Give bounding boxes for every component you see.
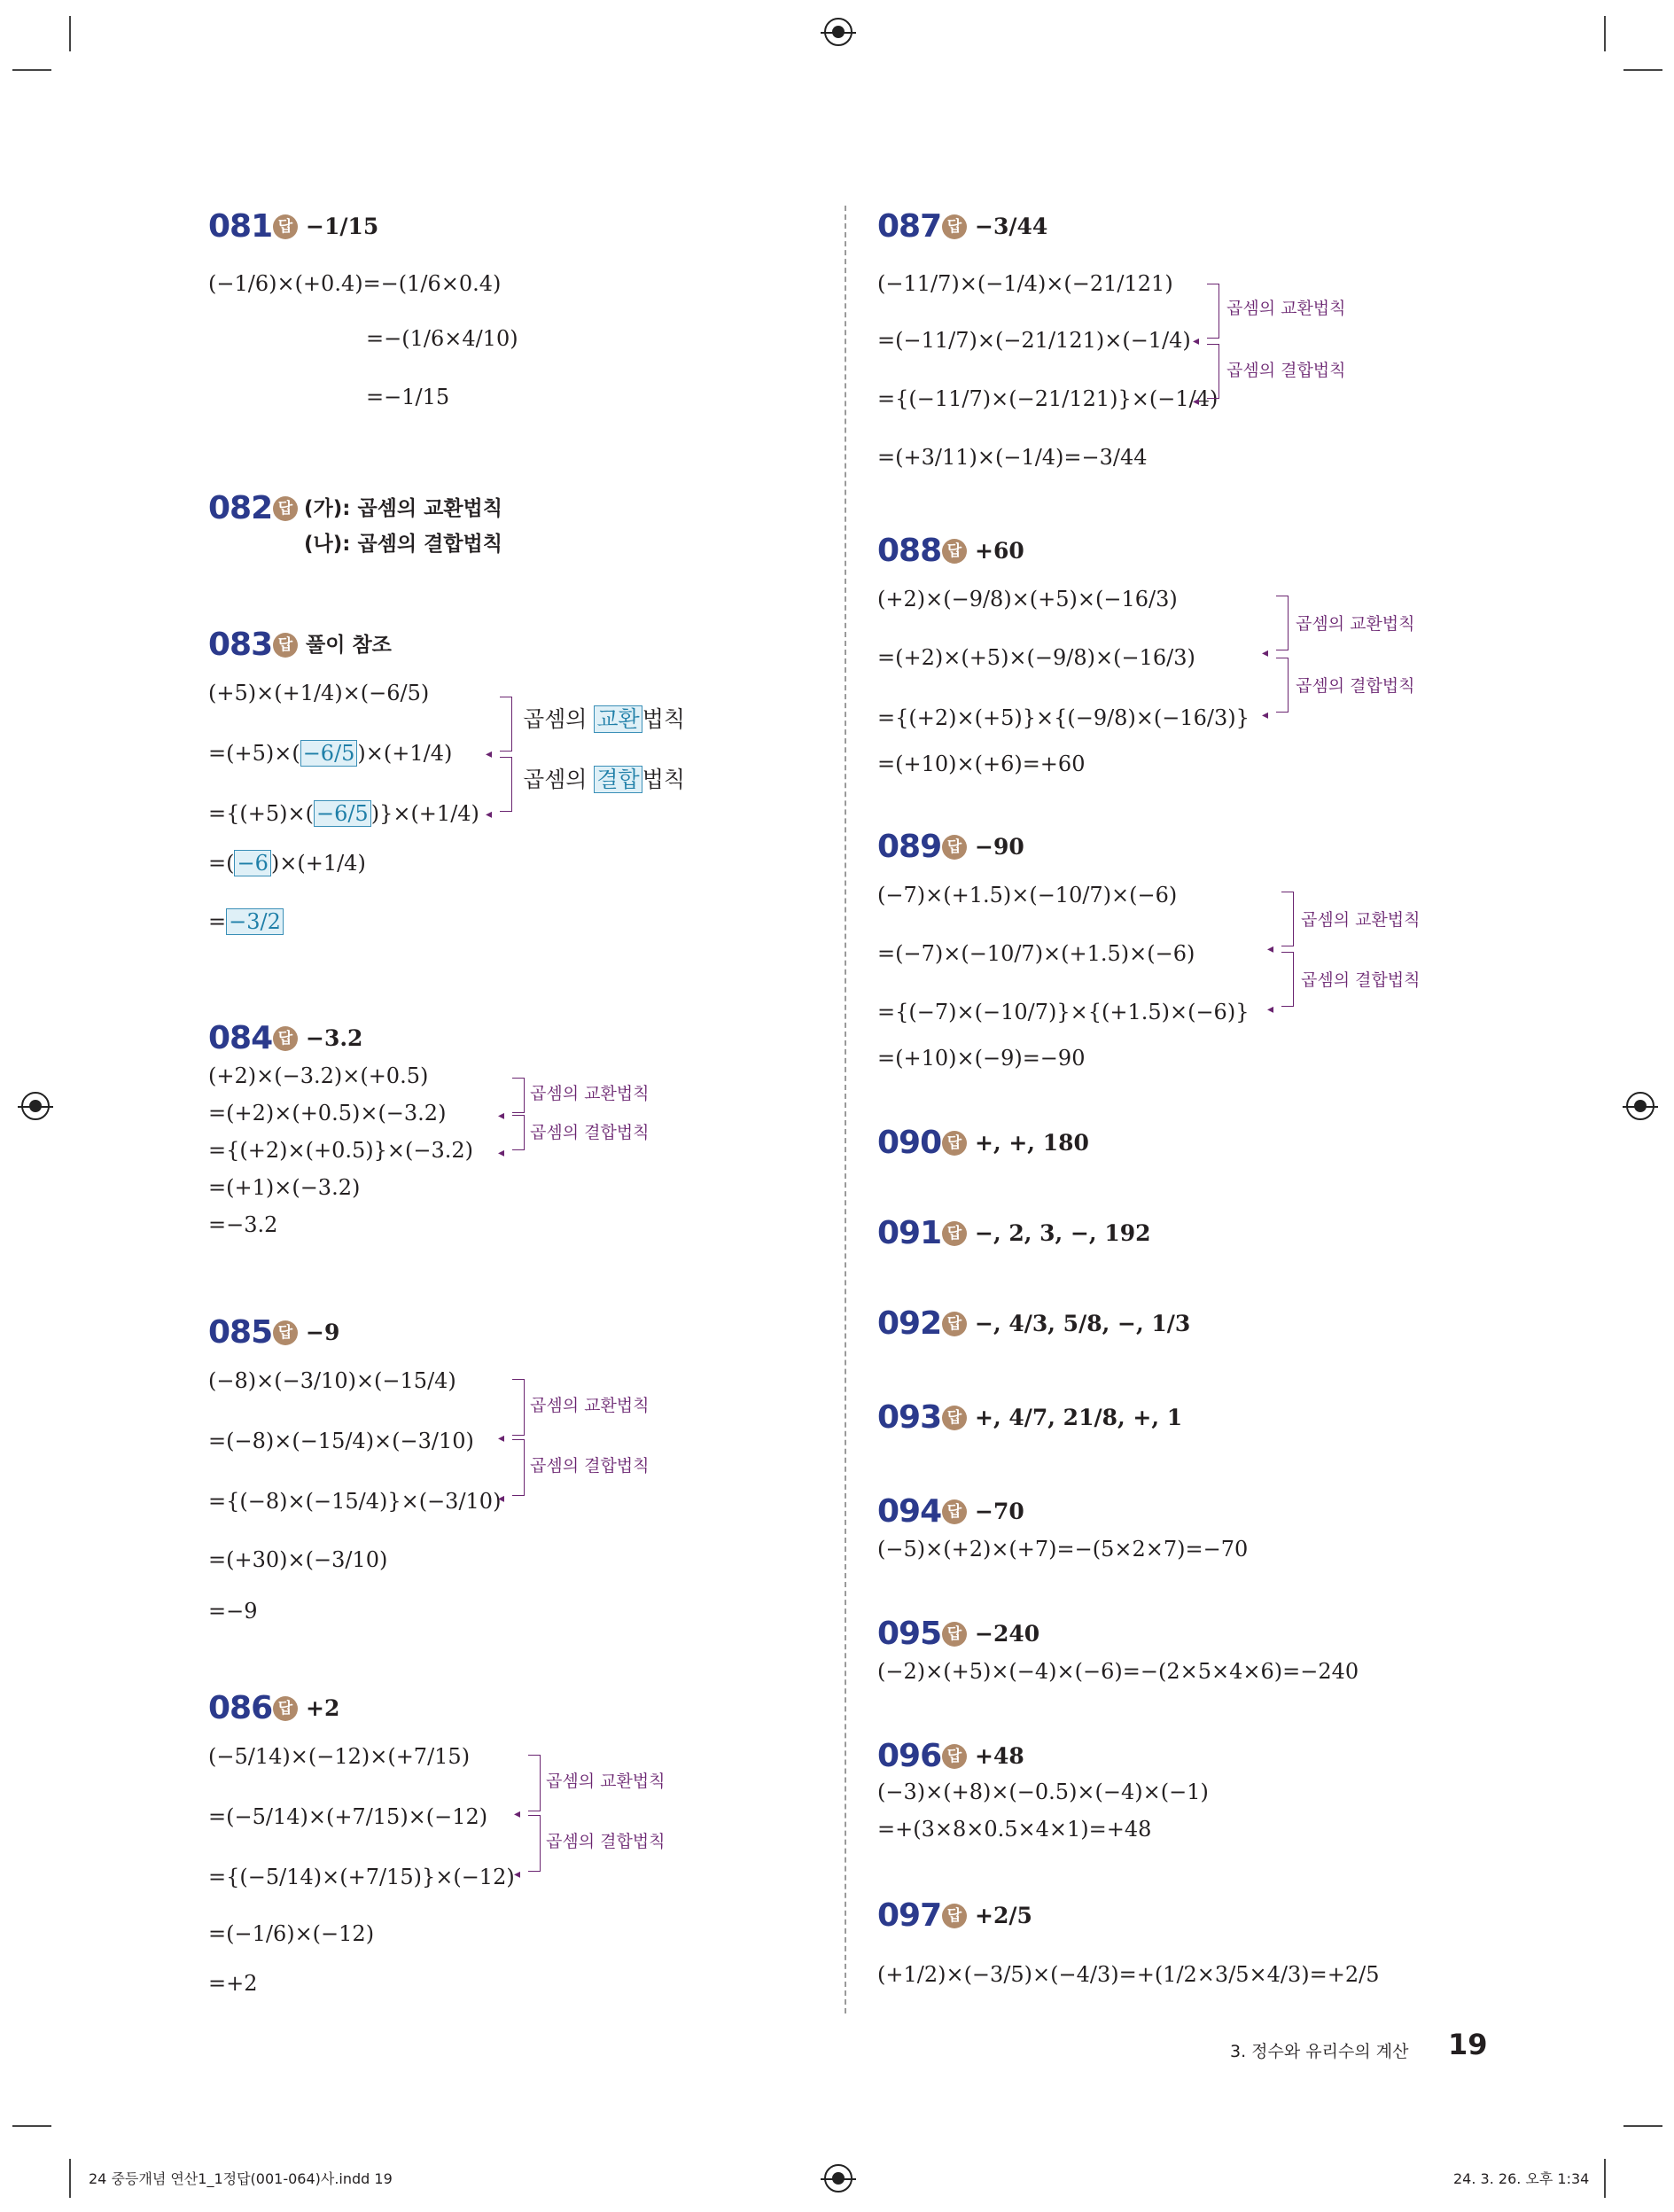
solution-line: ={(−5/14)×(+7/15)}×(−12): [208, 1865, 515, 1889]
solution-line: =(+30)×(−3/10): [208, 1547, 388, 1572]
solution-line: ={(−7)×(−10/7)}×{(+1.5)×(−6)}: [877, 1000, 1250, 1024]
solution-line: ={(+2)×(+0.5)}×(−3.2): [208, 1138, 473, 1163]
problem-number: 082: [208, 490, 273, 526]
solution-line: ={(+5)×( −6/5 )}×(+1/4): [208, 801, 479, 826]
solution-line: (−11/7)×(−1/4)×(−21/121): [877, 271, 1173, 296]
solution-line: =(−1/6)×(−12): [208, 1921, 375, 1946]
problem-number: 084: [208, 1020, 273, 1056]
solution-line: =(+5)×( −6/5 )×(+1/4): [208, 741, 453, 766]
answer-badge: 답: [942, 1312, 967, 1336]
annotation: 곱셈의 결합법칙: [530, 1456, 650, 1476]
solution-line: =(−8)×(−15/4)×(−3/10): [208, 1429, 474, 1453]
solution-line: =(+2)×(+5)×(−9/8)×(−16/3): [877, 645, 1195, 670]
solution-line: (+5)×(+1/4)×(−6/5): [208, 681, 430, 705]
registration-mark-icon: [21, 1092, 50, 1120]
crop-mark: [1623, 2125, 1662, 2127]
crop-mark: [12, 69, 51, 71]
problem-number: 097: [877, 1897, 942, 1934]
answer-badge: 답: [273, 633, 298, 658]
bracket: [1207, 284, 1219, 339]
bracket: [512, 1439, 525, 1496]
answer-badge: 답: [942, 539, 967, 564]
answer: +60: [975, 538, 1024, 564]
annotation: 곱셈의 교환법칙: [530, 1396, 650, 1415]
answer: −3.2: [306, 1025, 363, 1051]
solution-line: (−1/6)×(+0.4)=−(1/6×0.4): [208, 271, 502, 296]
answer-badge: 답: [942, 835, 967, 860]
print-file-info: 24 중등개념 연산1_1정답(001-064)사.indd 19: [89, 2170, 393, 2187]
bracket: [1281, 892, 1294, 946]
crop-mark: [12, 2125, 51, 2127]
crop-mark: [1604, 2159, 1606, 2198]
bracket: [528, 1755, 541, 1811]
problem-number: 094: [877, 1493, 942, 1530]
bracket: [512, 1115, 525, 1150]
registration-mark-icon: [824, 18, 853, 46]
solution-line: =(+10)×(−9)=−90: [877, 1046, 1086, 1071]
answer-badge: 답: [942, 1221, 967, 1246]
solution-line: (−8)×(−3/10)×(−15/4): [208, 1368, 456, 1393]
problem-number: 083: [208, 627, 273, 663]
bracket: [500, 757, 512, 812]
problem-number: 086: [208, 1690, 273, 1726]
solution-line: =+(3×8×0.5×4×1)=+48: [877, 1817, 1152, 1842]
solution-line: =(−11/7)×(−21/121)×(−1/4): [877, 328, 1191, 353]
solution-line: ={(+2)×(+5)}×{(−9/8)×(−16/3)}: [877, 705, 1250, 730]
answer-badge: 답: [273, 1696, 298, 1721]
blank-fill: −3/2: [226, 908, 284, 935]
solution-line: (+1/2)×(−3/5)×(−4/3)=+(1/2×3/5×4/3)=+2/5: [877, 1962, 1380, 1987]
answer-line: (가): 곱셈의 교환법칙: [304, 497, 502, 520]
answer: −70: [975, 1499, 1024, 1524]
annotation: 곱셈의 교환법칙: [1301, 910, 1421, 930]
answer-badge: 답: [273, 214, 298, 239]
answer-line: (나): 곱셈의 결합법칙: [304, 533, 502, 556]
annotation: 곱셈의 교환법칙: [1226, 299, 1346, 318]
answer-badge: 답: [942, 1406, 967, 1430]
section-title: 3. 정수와 유리수의 계산: [1230, 2042, 1409, 2061]
solution-line: ={(−11/7)×(−21/121)}×(−1/4): [877, 386, 1219, 411]
answer: −1/15: [306, 214, 379, 239]
answer: −240: [975, 1621, 1040, 1647]
answer-badge: 답: [942, 1131, 967, 1156]
solution-line: =−9: [208, 1599, 258, 1624]
answer: −3/44: [975, 214, 1048, 239]
solution-line: =+2: [208, 1971, 258, 1996]
registration-mark-icon: [824, 2164, 853, 2193]
crop-mark: [1604, 16, 1606, 51]
answer: +2/5: [975, 1903, 1032, 1928]
annotation: 곱셈의 결합법칙: [1226, 361, 1346, 380]
solution-line: =(+3/11)×(−1/4)=−3/44: [877, 445, 1148, 470]
blank-fill: −6: [234, 850, 270, 876]
answer-badge: 답: [942, 214, 967, 239]
bracket: [1276, 596, 1289, 650]
blank-fill: −6/5: [314, 800, 371, 827]
answer: −, 2, 3, −, 192: [975, 1220, 1151, 1246]
solution-line: =( −6 )×(+1/4): [208, 851, 366, 876]
problem-number: 089: [877, 829, 942, 865]
answer-badge: 답: [942, 1622, 967, 1647]
crop-mark: [1623, 69, 1662, 71]
answer: +, 4/7, 21/8, +, 1: [975, 1405, 1183, 1430]
solution-line: =(+1)×(−3.2): [208, 1175, 361, 1200]
answer: −90: [975, 834, 1024, 860]
crop-mark: [69, 2159, 71, 2198]
bracket: [528, 1815, 541, 1872]
bracket: [1207, 344, 1219, 399]
problem-number: 087: [877, 208, 942, 245]
answer: −, 4/3, 5/8, −, 1/3: [975, 1311, 1191, 1336]
bracket: [512, 1379, 525, 1436]
answer-badge: 답: [273, 1320, 298, 1345]
solution-line: =(+2)×(+0.5)×(−3.2): [208, 1101, 447, 1125]
solution-line: (−7)×(+1.5)×(−10/7)×(−6): [877, 883, 1178, 907]
annotation: 곱셈의 결합법칙: [546, 1832, 666, 1851]
solution-line: = −3/2: [208, 904, 284, 939]
problem-number: 095: [877, 1616, 942, 1652]
blank-fill: −6/5: [300, 740, 358, 767]
problem-number: 090: [877, 1125, 942, 1161]
answer: +2: [306, 1695, 340, 1721]
problem-number: 085: [208, 1314, 273, 1351]
annotation: 곱셈의 결합법칙: [1296, 676, 1415, 696]
answer-badge: 답: [273, 496, 298, 521]
solution-line: =−1/15: [366, 385, 450, 409]
solution-line: =−(1/6×4/10): [366, 326, 518, 351]
solution-line: (−3)×(+8)×(−0.5)×(−4)×(−1): [877, 1780, 1209, 1804]
annotation: 곱셈의 교환법칙: [1296, 614, 1415, 634]
bracket: [512, 1078, 525, 1113]
solution-line: (−5)×(+2)×(+7)=−(5×2×7)=−70: [877, 1537, 1249, 1562]
annotation: 곱셈의 결합법칙: [530, 1123, 650, 1142]
answer-badge: 답: [942, 1904, 967, 1928]
answer-badge: 답: [273, 1026, 298, 1051]
answer: 풀이 참조: [306, 634, 392, 657]
bracket: [500, 697, 512, 752]
problem-number: 088: [877, 533, 942, 569]
solution-line: ={(−8)×(−15/4)}×(−3/10): [208, 1489, 502, 1514]
page-number: 19: [1448, 2028, 1488, 2061]
annotation: 곱셈의 결합법칙: [1301, 970, 1421, 990]
answer: +48: [975, 1743, 1024, 1769]
problem-number: 096: [877, 1738, 942, 1774]
solution-line: (+2)×(−9/8)×(+5)×(−16/3): [877, 587, 1178, 611]
crop-mark: [69, 16, 71, 51]
solution-line: =(−5/14)×(+7/15)×(−12): [208, 1804, 488, 1829]
answer-badge: 답: [942, 1744, 967, 1769]
annotation: 곱셈의 결합 법칙: [523, 767, 686, 792]
problem-number: 081: [208, 208, 273, 245]
print-timestamp: 24. 3. 26. 오후 1:34: [1453, 2170, 1590, 2187]
solution-line: (−5/14)×(−12)×(+7/15): [208, 1744, 471, 1769]
answer: +, +, 180: [975, 1130, 1089, 1156]
registration-mark-icon: [1626, 1092, 1655, 1120]
solution-line: =(+10)×(+6)=+60: [877, 752, 1086, 776]
answer: −9: [306, 1320, 340, 1345]
column-divider: [845, 206, 846, 2013]
annotation: 곱셈의 교환법칙: [546, 1772, 666, 1791]
solution-line: (−2)×(+5)×(−4)×(−6)=−(2×5×4×6)=−240: [877, 1659, 1359, 1684]
bracket: [1276, 658, 1289, 713]
bracket: [1281, 952, 1294, 1007]
problem-number: 093: [877, 1399, 942, 1436]
annotation: 곱셈의 교환 법칙: [523, 706, 686, 732]
annotation: 곱셈의 교환법칙: [530, 1084, 650, 1103]
problem-number: 092: [877, 1305, 942, 1342]
solution-line: (+2)×(−3.2)×(+0.5): [208, 1063, 429, 1088]
solution-line: =(−7)×(−10/7)×(+1.5)×(−6): [877, 941, 1195, 966]
answer-badge: 답: [942, 1499, 967, 1524]
problem-number: 091: [877, 1215, 942, 1251]
solution-line: =−3.2: [208, 1212, 278, 1237]
